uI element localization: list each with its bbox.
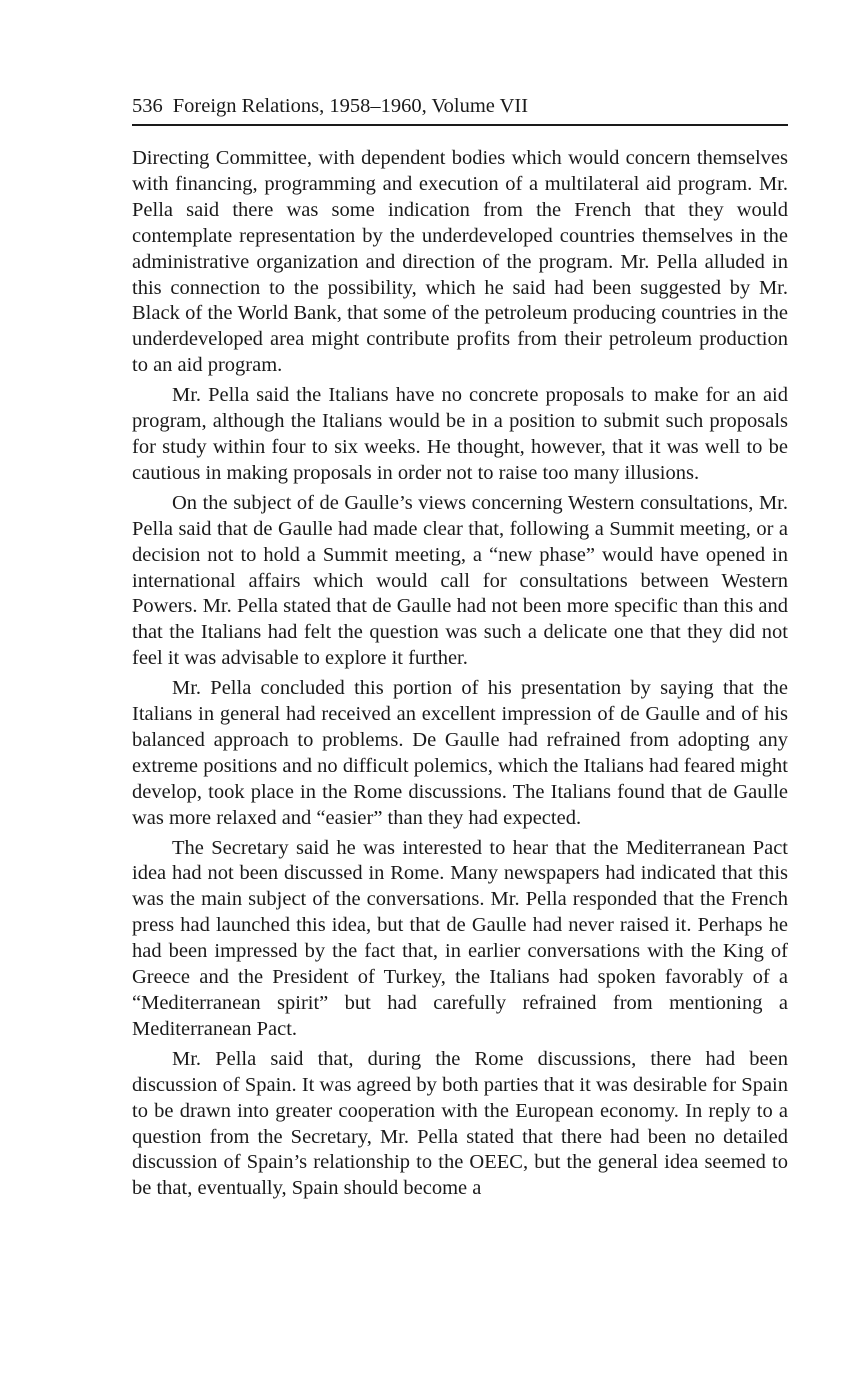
page-number: 536: [132, 95, 163, 117]
paragraph-continued: Directing Committee, with dependent bodies which would concern themselves with financing, programming and execution of a multilateral aid program. Mr. Pella said there was some indication from the French that they would contemplate representation by the underdeveloped countries themselves in the administrative organization and direction of the program. Mr. Pella alluded in this connection to the possibility, which he said had been suggested by Mr. Black of the World Bank, that some of the petroleum producing countries in the underdeveloped area might contribute profits from their petroleum production to an aid program.: [132, 147, 788, 377]
running-head: [132, 92, 788, 126]
paragraph: The Secretary said he was interested to hear that the Mediterranean Pact idea had not been discussed in Rome. Many newspapers had indicated that this was the main subject of the conversations. Mr. Pella responded that the French press had launched this idea, but that de Gaulle had never raised it. Perhaps he had been impressed by the fact that, in earlier conversations with the King of Greece and the President of Turkey, the Italians had spoken favorably of a “Mediterranean spirit” but had carefully refrained from mentioning a Mediterranean Pact.: [132, 836, 788, 1040]
body-text: [132, 146, 788, 1202]
book-title: Foreign Relations, 1958–1960, Volume VII: [172, 95, 529, 117]
paragraph: Mr. Pella said the Italians have no concrete proposals to make for an aid program, although the Italians would be in a position to submit such proposals for study within four to six weeks. He thought, however, that it was well to be cautious in making proposals in order not to raise too many illusions.: [132, 384, 788, 484]
paragraph: Mr. Pella said that, during the Rome discussions, there had been discussion of Spain. It was agreed by both parties that it was desirable for Spain to be drawn into greater cooperation with the European economy. In reply to a question from the Secretary, Mr. Pella stated that there had been no detailed discussion of Spain’s relationship to the OEEC, but the general idea seemed to be that, eventually, Spain should become a: [132, 1047, 788, 1200]
paragraph: Mr. Pella concluded this portion of his presentation by saying that the Italians in general had received an excellent impression of de Gaulle and of his balanced approach to problems. De Gaulle had refrained from adopting any extreme positions and no difficult polemics, which the Italians had feared might develop, took place in the Rome discussions. The Italians found that de Gaulle was more relaxed and “easier” than they had expected.: [132, 677, 788, 829]
paragraph: On the subject of de Gaulle’s views concerning Western consultations, Mr. Pella said that de Gaulle had made clear that, following a Summit meeting, or a decision not to hold a Summit meeting, a “new phase” would have opened in international affairs which would call for consultations between Western Powers. Mr. Pella stated that de Gaulle had not been more specific than this and that the Italians had felt the question was such a delicate one that they did not feel it was advisable to explore it further.: [132, 491, 788, 670]
document-page: [132, 92, 788, 1206]
